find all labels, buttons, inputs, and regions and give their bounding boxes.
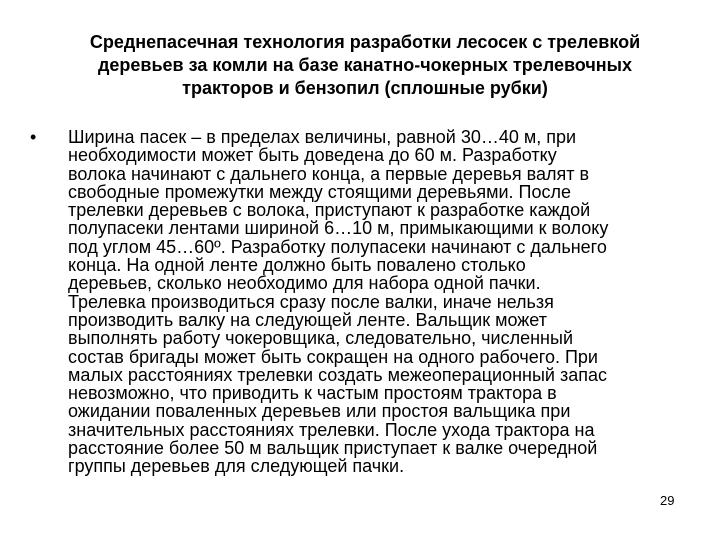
bullet-text-line: ожидании поваленных деревьев или простоя вальщика при — [68, 401, 571, 422]
bullet-text-line: под углом 45…60º. Разработку полупасеки начинают с дальнего — [68, 236, 607, 257]
bullet-text-line: необходимости может быть доведена до 60 м. Разработку — [68, 145, 557, 166]
bullet-text-line: деревьев, сколько необходимо для набора одной пачки. — [68, 273, 541, 294]
bullet-text-line: конца. На одной ленте должно быть повалено столько — [68, 255, 526, 276]
bullet-text-line: волока начинают с дальнего конца, а первые деревья валят в — [68, 163, 590, 184]
bullet-marker: • — [30, 127, 37, 147]
page-number: 29 — [660, 493, 675, 508]
bullet-text-line: состав бригады может быть сокращен на одного рабочего. При — [68, 346, 598, 367]
bullet-text-line: трелевки деревьев с волока, приступают к разработке каждой — [68, 200, 591, 221]
bullet-text-line: значительных расстояниях трелевки. После ухода трактора на — [68, 419, 595, 440]
bullet-text-line: Ширина пасек – в пределах величины, равной 30…40 м, при — [68, 127, 577, 147]
bullet-text-line: производить валку на следующей ленте. Вальщик может — [68, 309, 547, 330]
slide-title — [50, 31, 680, 100]
bullet-text-line: свободные промежутки между стоящими деревьями. После — [68, 181, 571, 202]
slide-title-line: деревьев за комли на базе канатно-чокерных трелевочных — [97, 55, 633, 75]
bullet-text-line: выполнять работу чокеровщика, следовательно, численный — [68, 328, 573, 349]
bullet-text-line: невозможно, что приводить к частым простоям трактора в — [68, 383, 557, 404]
bullet-text-line: группы деревьев для следующей пачки. — [68, 456, 405, 477]
slide-title-line: Среднепасечная технология разработки лесосек с трелевкой — [89, 32, 641, 52]
bullet-text-line: расстояние более 50 м вальщик приступает к валке очередной — [68, 438, 598, 459]
bullet-text — [68, 128, 693, 476]
bullet-text-line: Трелевка производиться сразу после валки, иначе нельзя — [68, 291, 554, 312]
bullet-text-line: малых расстояниях трелевки создать межеоперационный запас — [68, 364, 607, 385]
slide-title-line: тракторов и бензопил (сплошные рубки) — [182, 78, 548, 98]
bullet-text-line: полупасеки лентами шириной 6…10 м, примыкающими к волоку — [68, 218, 609, 239]
